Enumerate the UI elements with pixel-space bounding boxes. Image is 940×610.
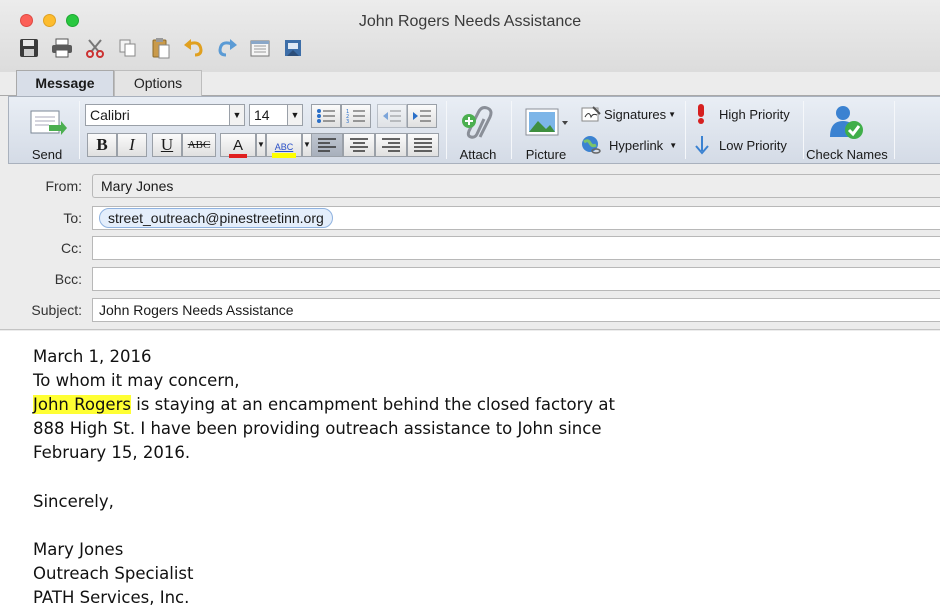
- picture-label: Picture: [525, 147, 567, 162]
- font-size-select[interactable]: [249, 104, 303, 126]
- copy-icon[interactable]: [117, 37, 139, 59]
- signatures-button[interactable]: [581, 105, 676, 123]
- bcc-field[interactable]: [92, 267, 940, 291]
- arrow-down-icon: [693, 135, 711, 155]
- title-bar: [0, 0, 940, 72]
- font-color-icon: A: [229, 138, 247, 158]
- picture-icon: [524, 107, 568, 143]
- cut-icon[interactable]: [84, 37, 106, 59]
- highlighted-name: John Rogers: [33, 395, 131, 414]
- outdent-icon: [382, 108, 402, 124]
- highlight-dropdown[interactable]: ▼: [302, 133, 312, 157]
- numbered-list-icon: [346, 108, 366, 124]
- message-body[interactable]: [0, 331, 940, 610]
- window-title: John Rogers Needs Assistance: [358, 13, 582, 30]
- picture-button[interactable]: [517, 101, 575, 162]
- body-paragraph-line-1: [33, 395, 615, 414]
- exclamation-icon: [695, 103, 707, 125]
- check-names-label: Check Names: [806, 147, 888, 162]
- tab-options[interactable]: Options: [114, 70, 202, 96]
- svg-text:3: 3: [346, 119, 350, 124]
- subject-label: Subject:: [31, 302, 82, 318]
- send-receive-icon[interactable]: [282, 37, 304, 59]
- recipient-chip[interactable]: street_outreach@pinestreetinn.org: [99, 208, 333, 228]
- indent-icon: [412, 108, 432, 124]
- highlight-icon: ABC: [272, 141, 297, 158]
- to-field[interactable]: [92, 206, 940, 230]
- align-center-icon: [349, 138, 369, 152]
- from-field[interactable]: Mary Jones: [92, 174, 940, 198]
- tab-message[interactable]: Message: [16, 70, 114, 96]
- send-button[interactable]: [21, 101, 73, 162]
- print-icon[interactable]: [51, 37, 73, 59]
- signature-icon: [581, 105, 601, 123]
- attach-button[interactable]: [451, 101, 505, 162]
- signature-name: Mary Jones: [33, 540, 124, 559]
- high-priority-label: High Priority: [719, 106, 790, 122]
- hyperlink-button[interactable]: [581, 135, 677, 155]
- chevron-down-icon: ▼: [287, 105, 302, 125]
- align-left-button[interactable]: [311, 133, 343, 157]
- send-icon: [27, 105, 67, 141]
- chevron-down-icon: ▼: [229, 105, 244, 125]
- to-label: To:: [63, 210, 82, 226]
- low-priority-button[interactable]: [693, 135, 787, 155]
- font-size-value: 14: [254, 107, 270, 123]
- from-label: From:: [45, 178, 82, 194]
- attach-label: Attach: [459, 147, 497, 162]
- decrease-indent-button[interactable]: [377, 104, 407, 128]
- paste-icon[interactable]: [150, 37, 172, 59]
- strikethrough-button[interactable]: ABC: [182, 133, 216, 157]
- save-icon[interactable]: [18, 37, 40, 59]
- svg-text:2: 2: [346, 114, 350, 120]
- body-greeting: To whom it may concern,: [33, 371, 240, 390]
- low-priority-label: Low Priority: [719, 137, 787, 153]
- justify-icon: [413, 138, 433, 152]
- font-color-button[interactable]: [220, 133, 256, 157]
- numbering-button[interactable]: [341, 104, 371, 128]
- signatures-label: Signatures: [604, 106, 667, 122]
- check-names-button[interactable]: [805, 101, 889, 162]
- chevron-down-icon: ▼: [668, 109, 677, 119]
- hyperlink-label: Hyperlink: [609, 137, 664, 153]
- globe-link-icon: [581, 135, 601, 155]
- body-line-1-text: is staying at an encampment behind the closed factory at: [130, 395, 616, 414]
- body-paragraph-line-2: 888 High St. I have been providing outreach assistance to John since: [33, 419, 602, 438]
- high-priority-button[interactable]: [695, 103, 790, 125]
- underline-button[interactable]: U: [152, 133, 182, 157]
- paperclip-icon: [458, 103, 498, 143]
- increase-indent-button[interactable]: [407, 104, 437, 128]
- body-closing: Sincerely,: [33, 492, 114, 511]
- font-name-value: Calibri: [90, 107, 130, 123]
- svg-text:1: 1: [346, 109, 350, 115]
- quick-access-toolbar: [18, 37, 304, 59]
- cc-field[interactable]: [92, 236, 940, 260]
- chevron-down-icon: ▼: [669, 140, 678, 150]
- address-book-icon[interactable]: [249, 37, 271, 59]
- font-name-select[interactable]: [85, 104, 245, 126]
- signature-title: Outreach Specialist: [33, 564, 194, 583]
- redo-icon[interactable]: [216, 37, 238, 59]
- message-header-fields: [0, 164, 940, 330]
- body-date: March 1, 2016: [33, 347, 152, 366]
- ribbon: [8, 96, 940, 164]
- align-right-button[interactable]: [375, 133, 407, 157]
- align-right-icon: [381, 138, 401, 152]
- signature-organization: PATH Services, Inc.: [33, 588, 190, 607]
- align-left-icon: [317, 138, 337, 152]
- justify-button[interactable]: [407, 133, 439, 157]
- align-center-button[interactable]: [343, 133, 375, 157]
- ribbon-tabs: [0, 70, 940, 96]
- check-names-icon: [827, 103, 867, 143]
- bullets-button[interactable]: [311, 104, 341, 128]
- undo-icon[interactable]: [183, 37, 205, 59]
- italic-button[interactable]: I: [117, 133, 147, 157]
- cc-label: Cc:: [61, 240, 82, 256]
- send-label: Send: [31, 147, 63, 162]
- subject-field[interactable]: John Rogers Needs Assistance: [92, 298, 940, 322]
- font-color-dropdown[interactable]: ▼: [256, 133, 266, 157]
- body-paragraph-line-3: February 15, 2016.: [33, 443, 191, 462]
- bcc-label: Bcc:: [54, 271, 82, 287]
- highlight-button[interactable]: [266, 133, 302, 157]
- bullet-list-icon: [316, 108, 336, 124]
- bold-button[interactable]: B: [87, 133, 117, 157]
